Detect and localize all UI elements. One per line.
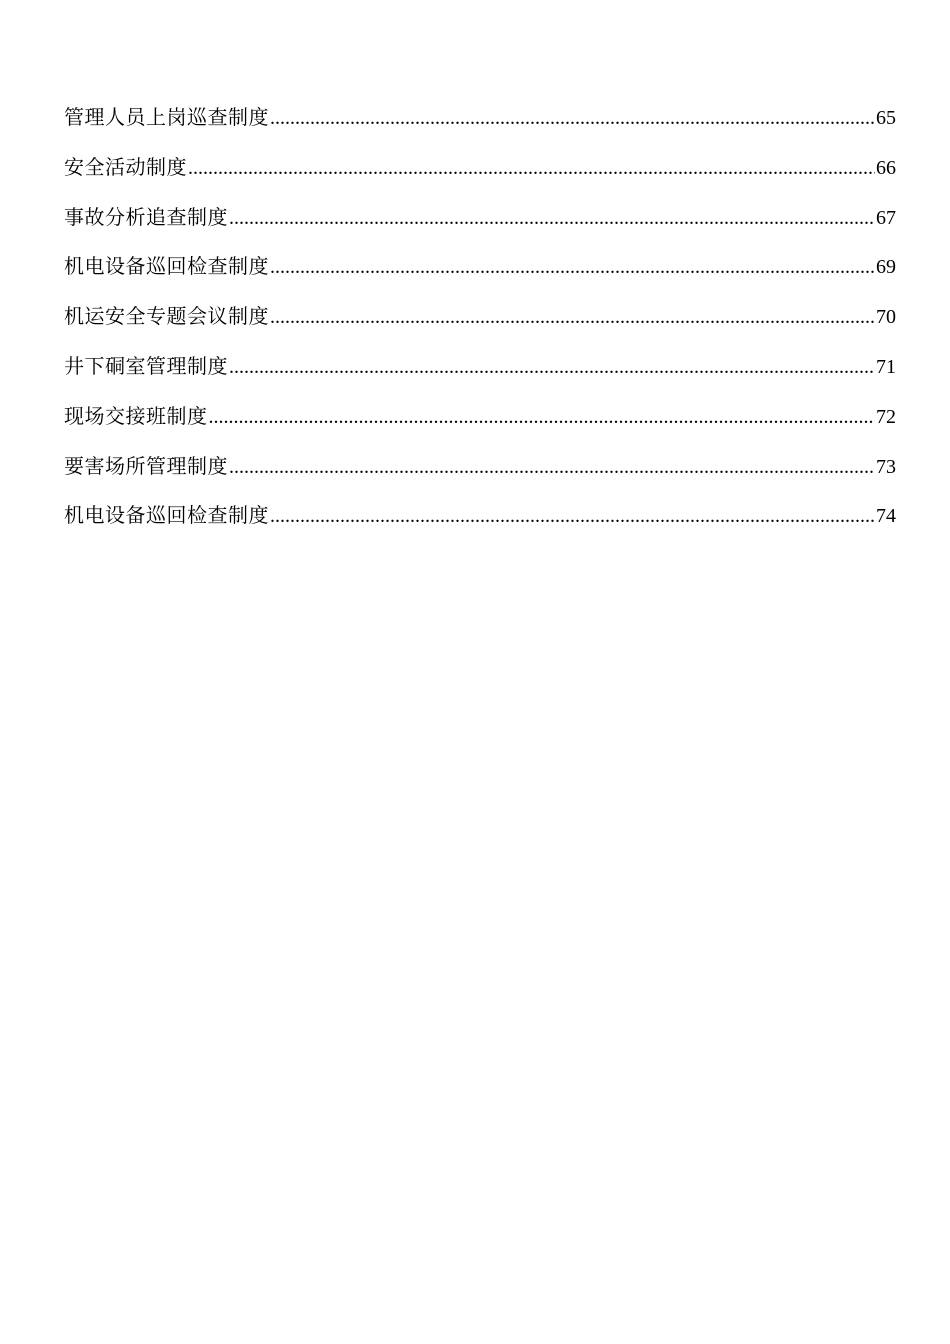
table-of-contents: [64, 103, 896, 551]
toc-entry-title: 管理人员上岗巡查制度: [64, 107, 269, 129]
toc-dot-leader: [229, 452, 875, 482]
toc-entry[interactable]: [64, 153, 896, 203]
toc-entry[interactable]: [64, 203, 896, 253]
toc-entry[interactable]: [64, 402, 896, 452]
toc-dot-leader: [270, 501, 875, 531]
toc-page-number: 73: [876, 455, 896, 478]
toc-dot-leader: [270, 302, 875, 332]
toc-dot-leader: [188, 153, 875, 183]
toc-page-number: 72: [876, 405, 896, 428]
toc-page-number: 69: [876, 256, 896, 279]
toc-dot-leader: [270, 103, 875, 133]
toc-entry-title: 要害场所管理制度: [64, 455, 228, 478]
toc-dot-leader: [209, 402, 876, 432]
toc-dot-leader: [270, 252, 875, 282]
toc-entry[interactable]: [64, 501, 896, 551]
toc-entry-title: 安全活动制度: [64, 156, 187, 179]
toc-page-number: 67: [876, 206, 896, 229]
toc-entry-title: 现场交接班制度: [64, 405, 208, 428]
toc-entry[interactable]: [64, 452, 896, 502]
toc-entry[interactable]: [64, 252, 896, 302]
toc-entry-title: 机电设备巡回检查制度: [64, 256, 269, 279]
toc-page-number: 66: [876, 156, 896, 179]
toc-entry-title: 井下硐室管理制度: [64, 355, 228, 378]
toc-page-number: 65: [876, 107, 896, 129]
toc-dot-leader: [229, 352, 875, 382]
toc-page-number: 71: [876, 355, 896, 378]
toc-entry-title: 事故分析追查制度: [64, 206, 228, 229]
toc-entry[interactable]: [64, 103, 896, 153]
toc-entry[interactable]: [64, 302, 896, 352]
toc-page-number: 74: [876, 505, 896, 528]
toc-dot-leader: [229, 203, 875, 233]
toc-entry[interactable]: [64, 352, 896, 402]
toc-entry-title: 机电设备巡回检查制度: [64, 505, 269, 528]
toc-entry-title: 机运安全专题会议制度: [64, 306, 269, 329]
toc-page-number: 70: [876, 306, 896, 329]
